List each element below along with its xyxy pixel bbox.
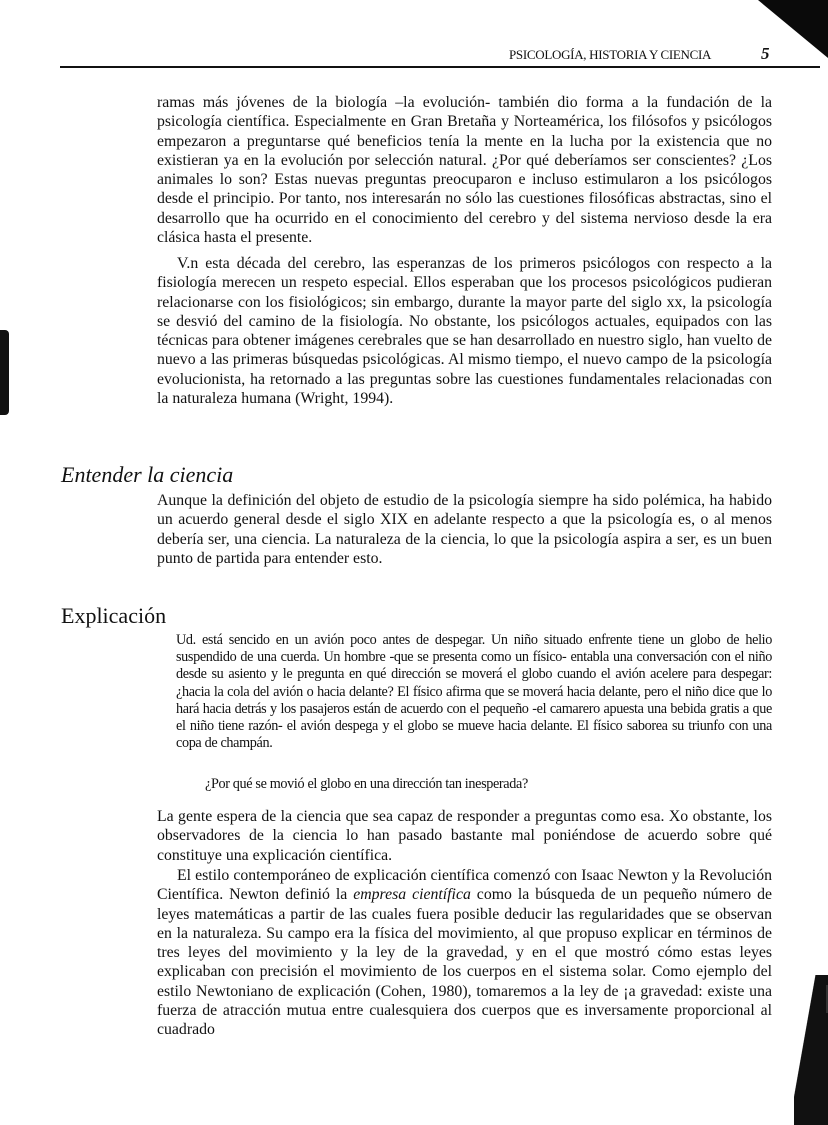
paragraph: Aunque la definición del objeto de estudio de la psicología siempre ha sido polémica, ha habido un acuerdo general desde el siglo XIX en adelante respecto a que la psicología es, o al menos debería ser, una ciencia. La naturaleza de la ciencia, lo que la psicología aspira a ser, es un buen punto de partida para entender esto. [157, 492, 772, 567]
page-number: 5 [761, 44, 770, 63]
header-rule [60, 66, 820, 68]
paragraph [157, 866, 772, 1040]
section-heading: Explicación [61, 603, 167, 628]
paragraph-text: V.n esta década del cerebro, las esperanzas de los primeros psicólogos con respecto a la fisiología merecen un respeto especial. Ellos esperaban que los procesos psicológicos pudieran relacionarse con los fisiológicos; sin embargo, durante la mayor parte del siglo xx, la psicología se desvió del camino de la fisiología. No obstante, los psicólogos actuales, equipados con las técnicas para obtener imágenes cerebrales que se han desarrollado en nuestro siglo, han vuelto de nuevo a las primeras búsquedas psicológicas. Al mismo tiempo, el nuevo campo de la psicología evolucionista, ha retornado a las preguntas sobre las cuestiones fundamentales relacionadas con la naturaleza humana (Wright, 1994). [157, 255, 772, 408]
paragraph-text: como la búsqueda de un pequeño número de leyes matemáticas a partir de las cuales fuera posible deducir las regularidades que se observan en la naturaleza. Su campo era la física del movimiento, al que propuso explicar en términos de tres leyes del movimiento y la ley de la gravedad, y en el que mostró cómo estas leyes explicaban con precisión el movimiento de los cuerpos en el sistema solar. Como ejemplo del estilo Newtoniano de explicación (Cohen, 1980), tomaremos a la ley de ¡a gravedad: existe una fuerza de atracción mutua entre cualesquiera dos cuerpos que es inversamente proporcional al cuadrado [157, 886, 772, 1039]
scan-edge-mark [0, 330, 9, 415]
running-head: PSICOLOGÍA, HISTORIA Y CIENCIA [509, 47, 712, 62]
paragraph: La gente espera de la ciencia que sea capaz de responder a preguntas como esa. Xo obstante, los observadores de la ciencia lo han pasado bastante mal poniéndose de acuerdo sobre qué constituye una explicación científica. [157, 808, 772, 864]
example-text: Ud. está sencido en un avión poco antes de despegar. Un niño situado enfrente tiene un globo de helio suspendido de una cuerda. Un hombre -que se presenta como un físico- entabla una conversación con el niño desde su asiento y le pregunta en qué dirección se moverá el globo cuando el avión acelere para despegar: ¿hacia la cola del avión o hacia delante? El físico afirma que se moverá hacia delante, pero el niño dice que lo hará hacia detrás y los pasajeros están de acuerdo con el pequeño -el camarero apuesta una bebida gratis a que el niño tiene razón- el avión despega y el globo se mueve hacia delante. El físico saborea su triunfo con una copa de champán. [176, 632, 772, 752]
paragraph [157, 254, 772, 408]
section-heading: Entender la ciencia [61, 462, 234, 487]
example-question: ¿Por qué se movió el globo en una dirección tan inesperada? [205, 776, 528, 792]
emphasis-term: empresa científica [353, 886, 471, 904]
paragraph-text: El estilo contemporáneo de explicación científica comenzó con Isaac Newton y la Revolución Científica. Newton definió la [157, 867, 772, 904]
scan-corner-shadow-bottom [794, 975, 828, 1125]
paragraph: ramas más jóvenes de la biología –la evolución- también dio forma a la fundación de la psicología científica. Especialmente en Gran Bretaña y Norteamérica, los filósofos y psicólogos empezaron a preguntarse qué beneficios tenía la mente en la lucha por la existencia que no existieran ya en la evolución por selección natural. ¿Por qué deberíamos ser conscientes? ¿Los animales lo son? Estas nuevas preguntas preocuparon e incluso estimularon a los psicólogos desde el principio. Por tanto, nos interesarán no sólo las cuestiones filosóficas abstractas, sino el desarrollo que ha ocurrido en el conocimiento del cerebro y del sistema nervioso desde la era clásica hasta el presente. [157, 94, 772, 247]
